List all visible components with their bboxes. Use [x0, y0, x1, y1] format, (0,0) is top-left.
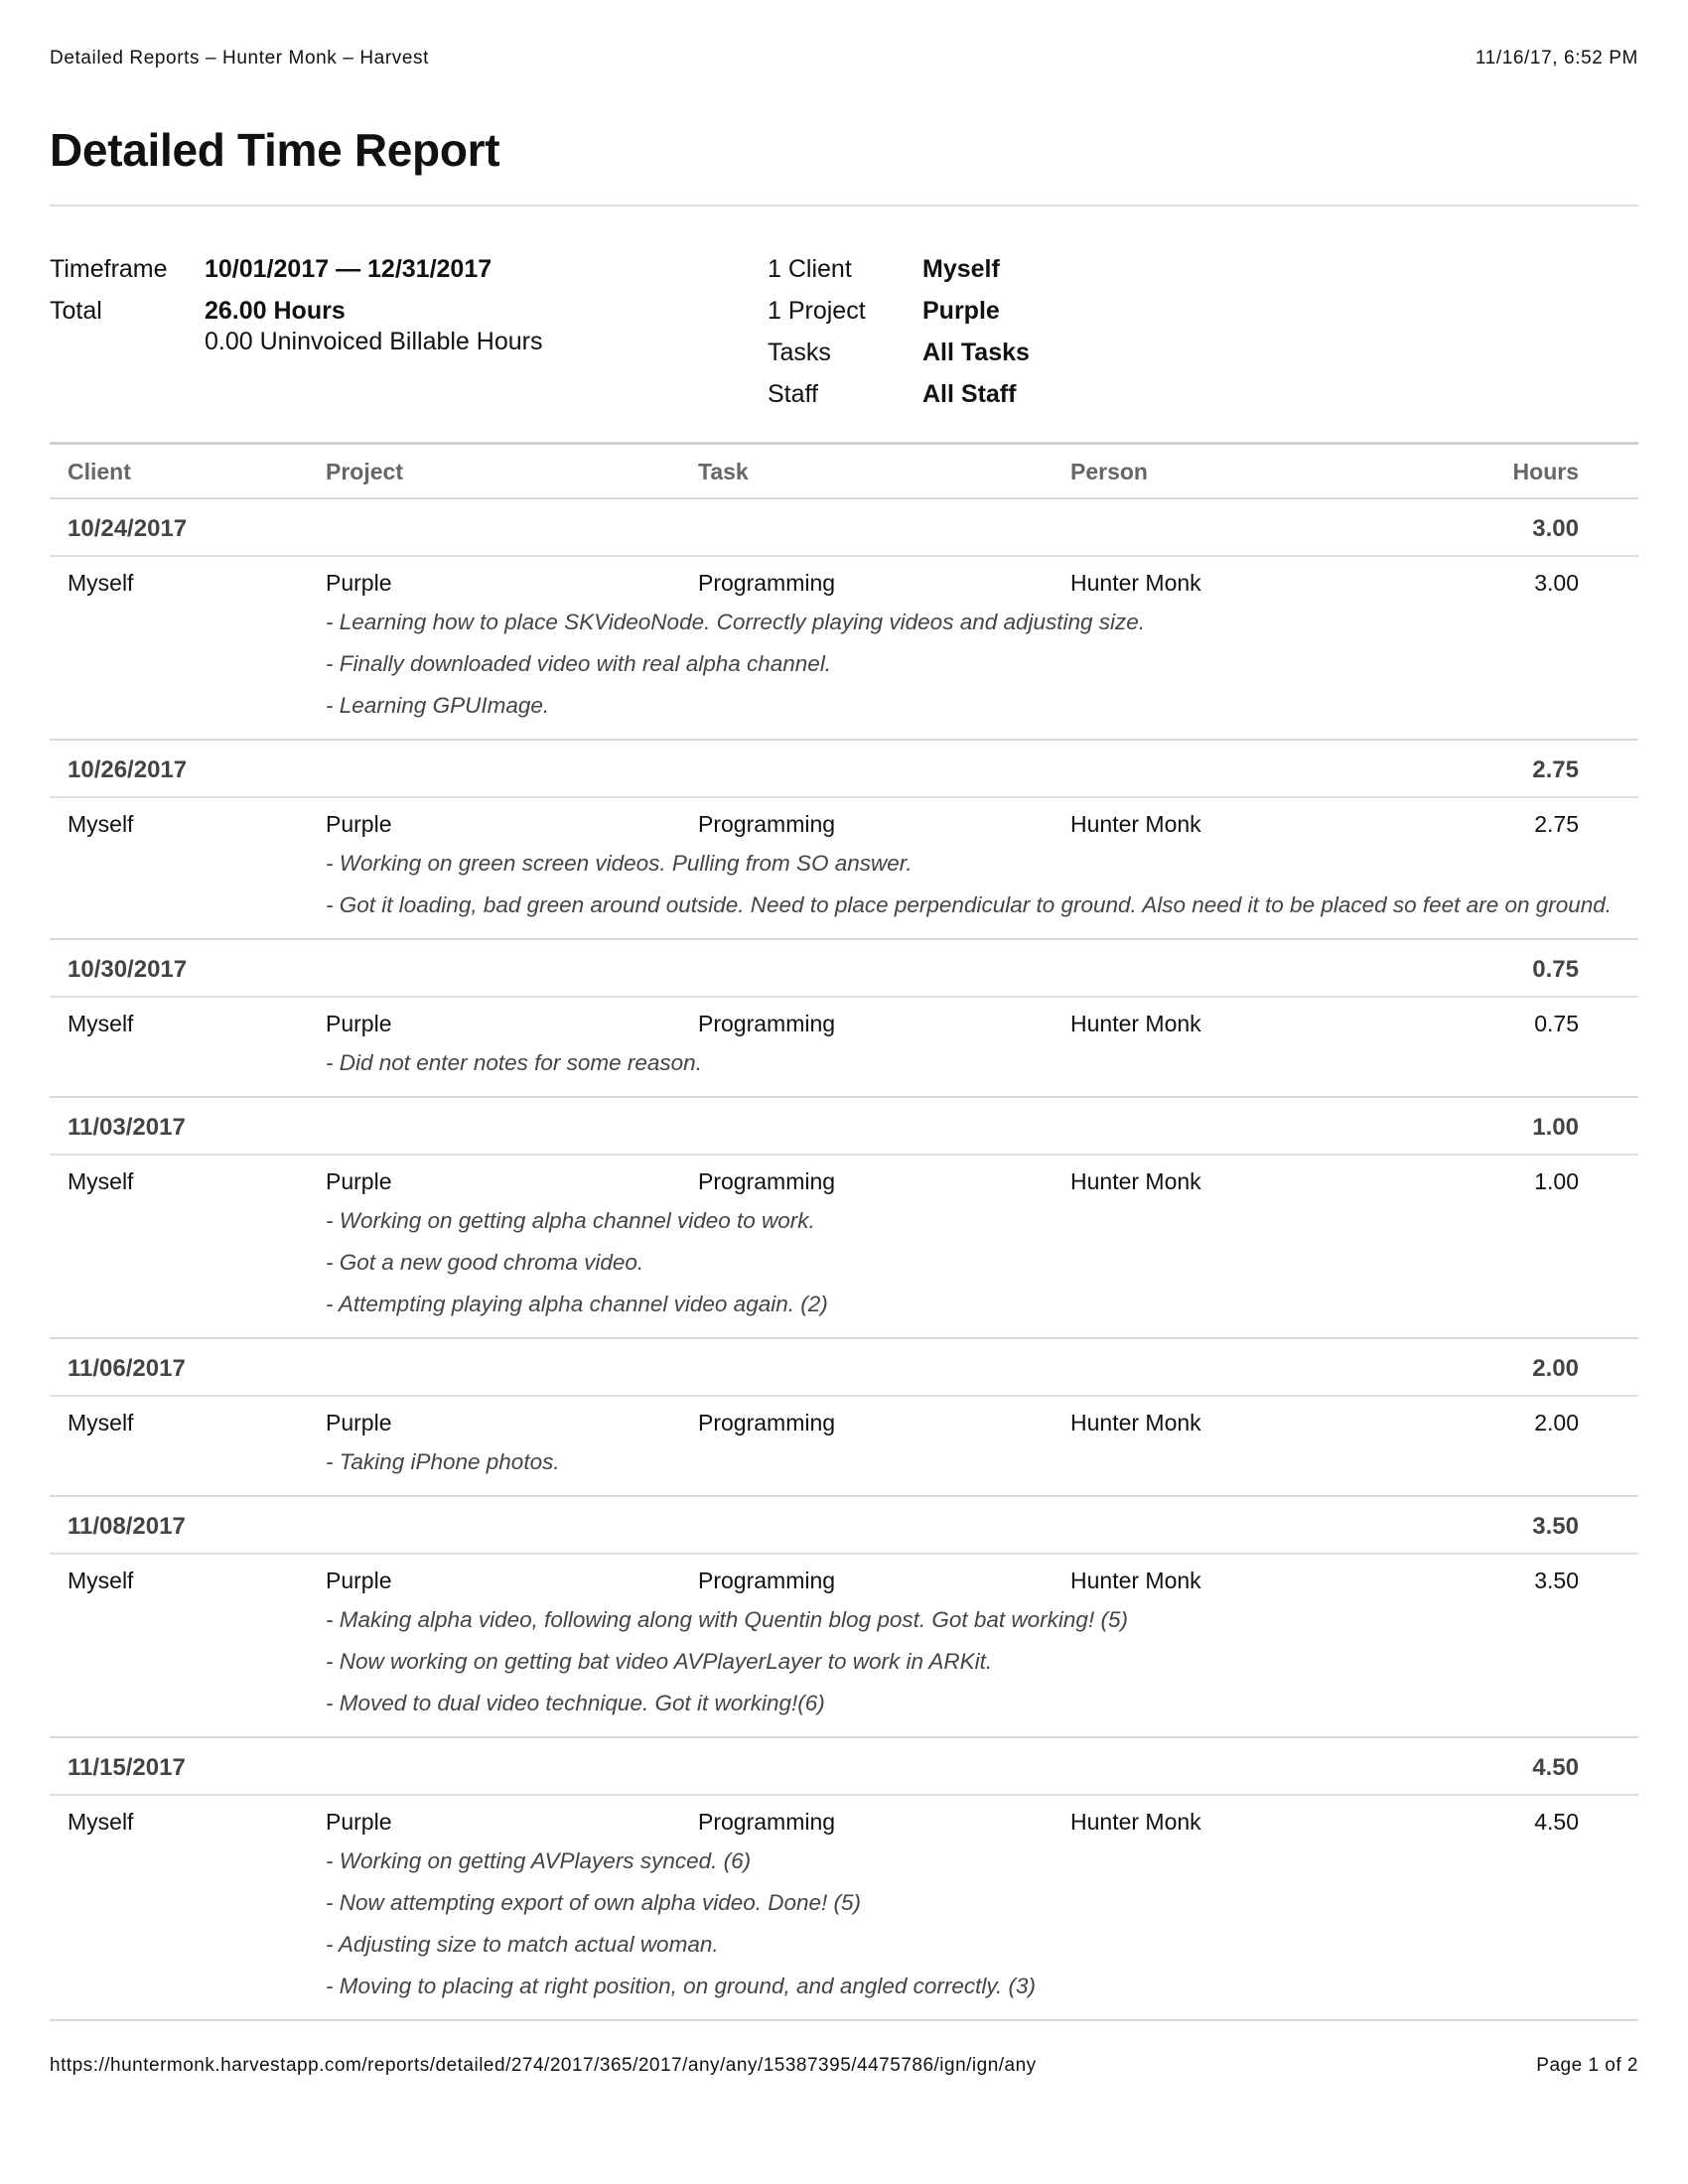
table-header: [50, 442, 1638, 499]
group-date: 10/30/2017: [68, 956, 188, 983]
summary-total: [50, 290, 542, 332]
entry-notes: [326, 602, 1638, 727]
entry-person: Hunter Monk: [1070, 1011, 1201, 1036]
entry-note: - Working on getting AVPlayers synced. (6): [326, 1848, 752, 1873]
print-header-title: Detailed Reports – Hunter Monk – Harvest: [50, 48, 429, 68]
summary-tasks: [768, 332, 1030, 373]
column-header-person[interactable]: Person: [1070, 459, 1148, 484]
entry-project: Purple: [326, 1809, 392, 1835]
table-body: [50, 499, 1638, 2021]
entry-client: Myself: [68, 1168, 134, 1194]
staff-label: Staff: [768, 380, 818, 408]
entry-person: Hunter Monk: [1070, 1168, 1201, 1194]
entry-hours: 3.50: [1534, 1568, 1579, 1593]
date-group-row: [50, 741, 1638, 798]
entry-project: Purple: [326, 1168, 392, 1194]
summary-timeframe: [50, 248, 542, 290]
entry-client: Myself: [68, 1011, 134, 1036]
entry-person: Hunter Monk: [1070, 811, 1201, 837]
entry-fields: [50, 570, 1638, 602]
group-total-hours: 0.75: [1532, 956, 1579, 983]
entry-note: - Now attempting export of own alpha video. Done! (5): [326, 1890, 862, 1915]
entry-note: - Attempting playing alpha channel video again. (2): [326, 1292, 828, 1316]
entry-task: Programming: [698, 1011, 836, 1036]
entry-notes: [326, 1441, 1638, 1483]
timeframe-label: Timeframe: [50, 255, 168, 283]
entry-hours: 0.75: [1534, 1011, 1579, 1036]
entry-hours: 2.00: [1534, 1410, 1579, 1435]
entry-note: - Finally downloaded video with real alpha channel.: [326, 651, 832, 676]
entry-note: - Making alpha video, following along with Quentin blog post. Got bat working! (5): [326, 1607, 1128, 1632]
tasks-label: Tasks: [768, 339, 831, 366]
summary-right: [768, 248, 1030, 415]
client-label: 1 Client: [768, 255, 852, 283]
group-date: 10/24/2017: [68, 515, 188, 542]
entry-client: Myself: [68, 811, 134, 837]
footer-url: https://huntermonk.harvestapp.com/reports/detailed/274/2017/365/2017/any/any/15387395/4475786/ign/ign/any: [50, 2055, 1037, 2076]
time-report-table: [50, 442, 1638, 2021]
entry-task: Programming: [698, 1568, 836, 1593]
entry-client: Myself: [68, 1410, 134, 1435]
entry-task: Programming: [698, 1410, 836, 1435]
entry-project: Purple: [326, 811, 392, 837]
entry-hours: 2.75: [1534, 811, 1579, 837]
entry-task: Programming: [698, 570, 836, 596]
entry-person: Hunter Monk: [1070, 1410, 1201, 1435]
date-group-row: [50, 1497, 1638, 1555]
date-group-row: [50, 940, 1638, 998]
summary-left: [50, 248, 542, 356]
entry-notes: [326, 1599, 1638, 1724]
column-header-hours[interactable]: Hours: [1512, 459, 1579, 484]
entry-hours: 3.00: [1534, 570, 1579, 596]
print-header-datetime: 11/16/17, 6:52 PM: [1475, 48, 1638, 68]
group-date: 11/03/2017: [68, 1114, 186, 1141]
group-total-hours: 4.50: [1532, 1754, 1579, 1781]
time-entry-row: [50, 1156, 1638, 1339]
date-group-row: [50, 499, 1638, 557]
print-header: [50, 48, 1638, 69]
entry-fields: [50, 1011, 1638, 1042]
entry-note: - Moved to dual video technique. Got it working!(6): [326, 1691, 825, 1715]
title-divider: [50, 205, 1638, 206]
uninvoiced-hours: 0.00 Uninvoiced Billable Hours: [205, 328, 543, 355]
staff-value: All Staff: [922, 380, 1017, 408]
entry-task: Programming: [698, 1809, 836, 1835]
time-entry-row: [50, 557, 1638, 741]
time-entry-row: [50, 1555, 1638, 1738]
entry-project: Purple: [326, 1011, 392, 1036]
entry-note: - Working on getting alpha channel video to work.: [326, 1208, 815, 1233]
client-value: Myself: [922, 255, 1000, 283]
entry-note: - Did not enter notes for some reason.: [326, 1050, 702, 1075]
project-value: Purple: [922, 297, 1000, 325]
column-header-project[interactable]: Project: [326, 459, 403, 484]
group-total-hours: 2.00: [1532, 1355, 1579, 1382]
entry-hours: 1.00: [1534, 1168, 1579, 1194]
page-number: Page 1 of 2: [1536, 2055, 1638, 2076]
entry-project: Purple: [326, 1568, 392, 1593]
column-header-client[interactable]: Client: [68, 459, 131, 484]
entry-task: Programming: [698, 1168, 836, 1194]
print-footer: [50, 2055, 1638, 2077]
time-entry-row: [50, 998, 1638, 1098]
entry-note: - Adjusting size to match actual woman.: [326, 1932, 719, 1957]
entry-note: - Learning how to place SKVideoNode. Correctly playing videos and adjusting size.: [326, 610, 1146, 634]
date-group-row: [50, 1098, 1638, 1156]
group-total-hours: 3.50: [1532, 1513, 1579, 1540]
entry-note: - Learning GPUImage.: [326, 693, 550, 718]
group-date: 11/08/2017: [68, 1513, 186, 1540]
entry-project: Purple: [326, 570, 392, 596]
page-title: Detailed Time Report: [50, 124, 500, 176]
column-header-task[interactable]: Task: [698, 459, 749, 484]
group-total-hours: 2.75: [1532, 756, 1579, 783]
entry-client: Myself: [68, 1809, 134, 1835]
entry-notes: [326, 1200, 1638, 1325]
entry-note: - Taking iPhone photos.: [326, 1449, 560, 1474]
entry-note: - Moving to placing at right position, on ground, and angled correctly. (3): [326, 1974, 1036, 1998]
entry-task: Programming: [698, 811, 836, 837]
entry-fields: [50, 1168, 1638, 1200]
date-group-row: [50, 1339, 1638, 1397]
entry-fields: [50, 811, 1638, 843]
entry-person: Hunter Monk: [1070, 570, 1201, 596]
summary-project: [768, 290, 1030, 332]
entry-note: - Working on green screen videos. Pulling from SO answer.: [326, 851, 913, 876]
entry-client: Myself: [68, 570, 134, 596]
group-total-hours: 3.00: [1532, 515, 1579, 542]
group-date: 10/26/2017: [68, 756, 188, 783]
entry-notes: [326, 1841, 1638, 2007]
project-label: 1 Project: [768, 297, 866, 325]
entry-notes: [326, 1042, 1638, 1084]
timeframe-value: 10/01/2017 — 12/31/2017: [205, 255, 492, 283]
entry-note: - Got a new good chroma video.: [326, 1250, 644, 1275]
summary-client: [768, 248, 1030, 290]
entry-note: - Got it loading, bad green around outside. Need to place perpendicular to ground. Also need it to be placed so feet are on ground.: [326, 892, 1613, 917]
entry-notes: [326, 843, 1638, 926]
entry-project: Purple: [326, 1410, 392, 1435]
total-label: Total: [50, 297, 102, 325]
tasks-value: All Tasks: [922, 339, 1030, 366]
entry-fields: [50, 1410, 1638, 1441]
time-entry-row: [50, 1796, 1638, 2021]
group-total-hours: 1.00: [1532, 1114, 1579, 1141]
time-entry-row: [50, 1397, 1638, 1497]
entry-fields: [50, 1809, 1638, 1841]
time-entry-row: [50, 798, 1638, 940]
entry-person: Hunter Monk: [1070, 1568, 1201, 1593]
summary-staff: [768, 373, 1030, 415]
entry-fields: [50, 1568, 1638, 1599]
total-value: 26.00 Hours: [205, 297, 346, 325]
group-date: 11/06/2017: [68, 1355, 186, 1382]
date-group-row: [50, 1738, 1638, 1796]
entry-hours: 4.50: [1534, 1809, 1579, 1835]
group-date: 11/15/2017: [68, 1754, 186, 1781]
entry-client: Myself: [68, 1568, 134, 1593]
entry-note: - Now working on getting bat video AVPlayerLayer to work in ARKit.: [326, 1649, 993, 1674]
entry-person: Hunter Monk: [1070, 1809, 1201, 1835]
